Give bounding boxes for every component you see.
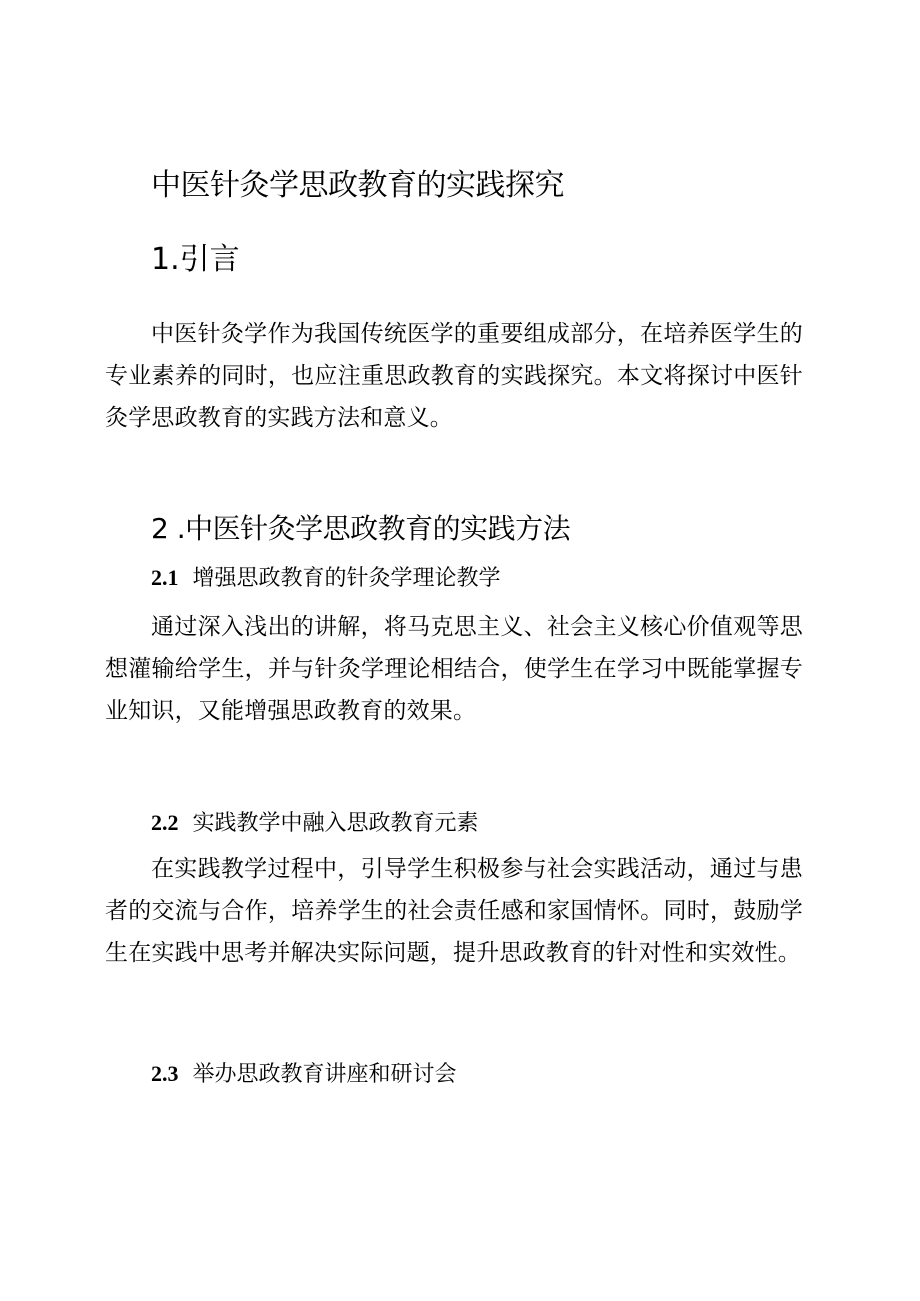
subsection-2-1-number: 2.1: [151, 565, 179, 590]
document-title: 中医针灸学思政教育的实践探究: [151, 168, 564, 203]
subsection-2-3-number: 2.3: [151, 1061, 179, 1086]
subsection-2-2-paragraph: 在实践教学过程中，引导学生积极参与社会实践活动，通过与患者的交流与合作，培养学生的社会责任感和家国情怀。同时，鼓励学生在实践中思考并解决实际问题，提升思政教育的针对性和实效性。: [105, 856, 803, 966]
subsection-2-2-number: 2.2: [151, 810, 179, 835]
subsection-2-1-paragraph: 通过深入浅出的讲解，将马克思主义、社会主义核心价值观等思想灌输给学生，并与针灸学理论相结合，使学生在学习中既能掌握专业知识，又能增强思政教育的效果。: [105, 614, 803, 724]
subsection-2-1-heading: [151, 563, 501, 594]
subsection-2-2-heading: [151, 808, 479, 839]
subsection-2-3-heading: [151, 1059, 457, 1090]
section-1-paragraph: 中医针灸学作为我国传统医学的重要组成部分，在培养医学生的专业素养的同时，也应注重思政教育的实践探究。本文将探讨中医针灸学思政教育的实践方法和意义。: [105, 321, 803, 431]
subsection-2-2-title: 实践教学中融入思政教育元素: [192, 811, 479, 836]
subsection-2-3-title: 举办思政教育讲座和研讨会: [192, 1062, 457, 1087]
subsection-2-1-title: 增强思政教育的针灸学理论教学: [192, 566, 501, 591]
section-2-heading: 2 .中医针灸学思政教育的实践方法: [151, 512, 571, 545]
section-1-heading: 1.引言: [151, 242, 240, 277]
